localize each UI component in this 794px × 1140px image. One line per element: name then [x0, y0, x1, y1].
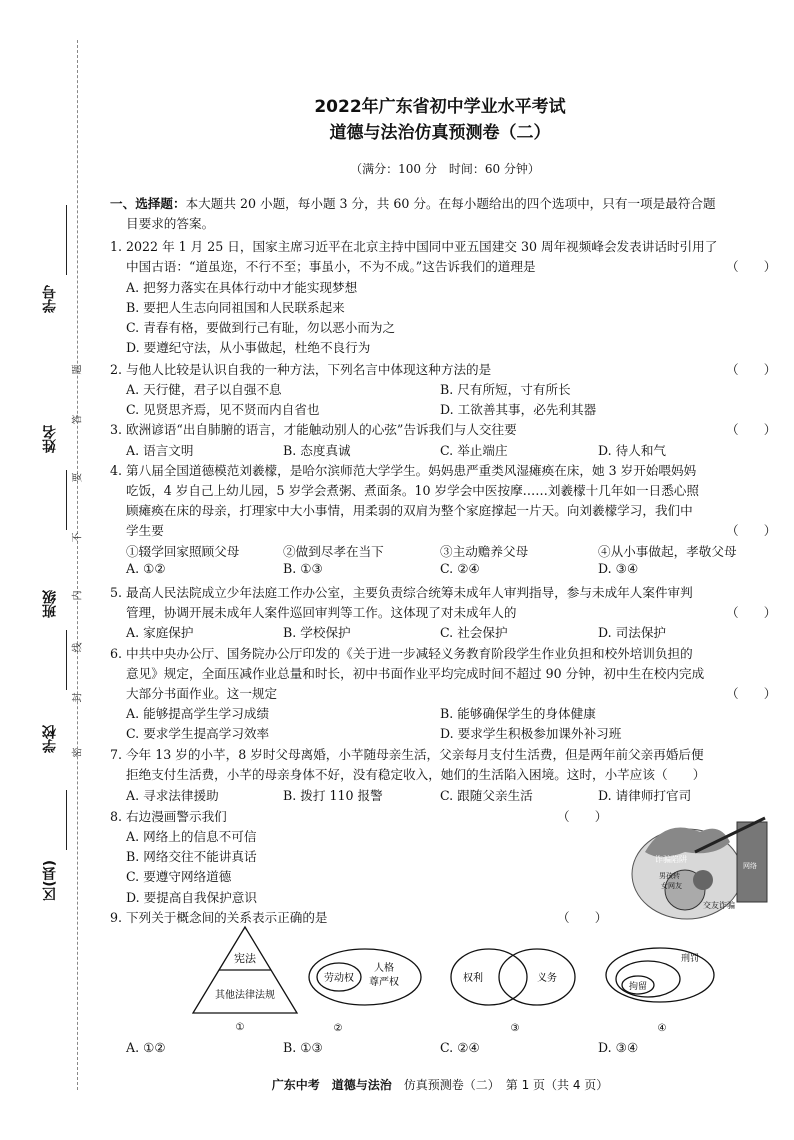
seal-char: 封: [72, 692, 84, 703]
seal-char: 答: [72, 414, 84, 425]
question-stem: 6. 中共中央办公厅、国务院办公厅印发的《关于进一步减轻义务教育阶段学生作业负担和校外培训负担的: [110, 646, 693, 661]
option: C. 要求学生提高学习效率: [126, 726, 270, 741]
side-label-name: 姓名: [42, 425, 58, 453]
option: B. 要把人生志向同祖国和人民联系起来: [126, 300, 345, 315]
diagram-number: ③: [510, 1023, 520, 1034]
seal-char: 不: [72, 532, 84, 543]
option: D. 要求学生积极参加课外补习班: [440, 726, 622, 741]
option: D. 司法保护: [598, 625, 667, 640]
exam-meta: （满分：100 分 时间：60 分钟）: [350, 162, 540, 176]
option: B. 学校保护: [283, 625, 351, 640]
option: B. 尺有所短，寸有所长: [440, 382, 571, 397]
question-stem: 中国古语：“道虽迩，不行不至；事虽小，不为不成。”这告诉我们的道理是: [126, 259, 536, 274]
diagram-label: 拘留: [628, 982, 648, 992]
option: A. 家庭保护: [126, 625, 194, 640]
side-label-district: 区(县): [42, 860, 58, 901]
option: C. 青春有格，要做到行己有耻，勿以恶小而为之: [126, 320, 396, 335]
comic-text: 诈骗陷阱: [655, 855, 687, 864]
question-stem: 顾瘫痪在床的母亲，打理家中大小事情，用柔弱的双肩为整个家庭撑起一片天。向刘羲檬学习，我们中: [126, 503, 693, 518]
diagram-label: 劳动权: [324, 973, 354, 984]
option: C. 社会保护: [440, 625, 508, 640]
answer-blank: （ ）: [726, 259, 777, 274]
diagram-label: 尊严权: [369, 977, 399, 988]
option: C. ②④: [440, 561, 480, 576]
student-id-line: [66, 205, 67, 275]
option: A. ①②: [126, 561, 166, 576]
statement-item: ①辍学回家照顾父母: [126, 544, 240, 559]
answer-blank: （ ）: [726, 422, 777, 437]
diagram-3-venn: [445, 945, 595, 1035]
footer-right: 仿真预测卷（二） 第 1 页（共 4 页）: [403, 1078, 609, 1092]
question-stem: 大部分书面作业。这一规定: [126, 686, 278, 701]
diagram-4-ellipses: [600, 945, 720, 1035]
cartoon-illustration: [625, 812, 775, 922]
comic-text: 交友诈骗: [703, 901, 735, 910]
option: A. 语言文明: [126, 443, 194, 458]
answer-blank: （ ）: [726, 523, 777, 538]
school-line: [66, 790, 67, 850]
answer-blank: （ ）: [557, 910, 608, 925]
section-intro-text: 本大题共 20 小题，每小题 3 分，共 60 分。在每小题给出的四个选项中，只有一项是最符合题: [185, 196, 716, 211]
diagram-label: 权利: [463, 973, 483, 984]
comic-text: 女网友: [661, 882, 682, 890]
name-line: [66, 470, 67, 530]
question-stem: 3. 欧洲谚语“出自肺腑的语言，才能触动别人的心弦”告诉我们与人交往要: [110, 422, 517, 437]
diagram-label: 义务: [537, 973, 557, 984]
diagram-label: 其他法律法规: [215, 990, 275, 1001]
option: C. 跟随父亲生活: [440, 788, 533, 803]
question-stem: 吃饭，4 岁自己上幼儿园，5 岁学会煮粥、煮面条。10 岁学会中医按摩……刘羲檬十几年如一日悉心照: [126, 483, 699, 498]
option: D. ③④: [598, 1040, 639, 1055]
option: C. 举止端庄: [440, 443, 508, 458]
question-stem: 4. 第八届全国道德模范刘羲檬，是哈尔滨师范大学学生。妈妈患严重类风湿瘫痪在床，她 3 岁开始喂妈妈: [110, 463, 697, 478]
question-stem: 意见》规定，全面压减作业总量和时长，初中书面作业平均完成时间不超过 90 分钟，初中生在校内完成: [126, 666, 705, 681]
option: B. 态度真诚: [283, 443, 351, 458]
option: D. 请律师打官司: [598, 788, 692, 803]
diagram-1-triangle: [190, 925, 300, 1035]
statement-item: ②做到尽孝在当下: [283, 544, 384, 559]
question-stem: 管理，协调开展未成年人案件巡回审判等工作。这体现了对未成年人的: [126, 605, 517, 620]
binding-dashed-line: [77, 40, 78, 1090]
option: D. 要遵纪守法，从小事做起，杜绝不良行为: [126, 340, 371, 355]
option: A. 能够提高学生学习成绩: [126, 706, 270, 721]
question-stem: 1. 2022 年 1 月 25 日，国家主席习近平在北京主持中国同中亚五国建交 30 周年视频峰会发表讲话时引用了: [110, 239, 718, 254]
side-label-class: 班级: [42, 590, 58, 618]
question-stem: 2. 与他人比较是认识自我的一种方法，下列名言中体现这种方法的是: [110, 362, 492, 377]
option: D. 工欲善其事，必先利其器: [440, 402, 597, 417]
option: A. 天行健，君子以自强不息: [126, 382, 282, 397]
seal-char: 要: [72, 472, 84, 483]
option: B. 能够确保学生的身体健康: [440, 706, 596, 721]
option: C. 见贤思齐焉，见不贤而内自省也: [126, 402, 320, 417]
question-stem: 8. 右边漫画警示我们: [110, 809, 227, 824]
side-label-student-id: 学号: [42, 285, 58, 313]
section-title: 一、选择题：: [110, 196, 186, 211]
section-intro: [110, 193, 716, 212]
diagram-number: ②: [333, 1023, 343, 1034]
question-stem: 学生要: [126, 523, 164, 538]
statement-item: ③主动赡养父母: [440, 544, 529, 559]
diagram-number: ①: [235, 1022, 245, 1033]
exam-subtitle: 道德与法治仿真预测卷（二）: [329, 123, 551, 143]
option: C. ②④: [440, 1040, 480, 1055]
seal-char: 密: [72, 747, 84, 758]
option: D. ③④: [598, 561, 639, 576]
statement-item: ④从小事做起，孝敬父母: [598, 544, 737, 559]
answer-blank: （ ）: [726, 605, 777, 620]
option: D. 要提高自我保护意识: [126, 890, 257, 905]
option: A. 把努力落实在具体行动中才能实现梦想: [126, 280, 358, 295]
diagram-label: 宪法: [234, 952, 256, 965]
seal-char: 内: [72, 590, 84, 601]
diagram-label: 刑罚: [680, 954, 700, 964]
question-stem: 5. 最高人民法院成立少年法庭工作办公室，主要负责综合统筹未成年人审判指导，参与未成年人案件审判: [110, 585, 693, 600]
option: A. ①②: [126, 1040, 166, 1055]
page-footer: [0, 1076, 794, 1093]
option: A. 寻求法律援助: [126, 788, 219, 803]
section-intro-2: 目要求的答案。: [126, 216, 215, 231]
option: B. ①③: [283, 1040, 323, 1055]
question-stem: 拒绝支付生活费，小芊的母亲身体不好，没有稳定收入，她们的生活陷入困境。这时，小芊应该（ ）: [126, 767, 706, 782]
seal-char: 题: [72, 364, 84, 375]
comic-text: 男孩转: [659, 872, 680, 880]
exam-title: 2022年广东省初中学业水平考试: [314, 97, 566, 117]
answer-blank: （ ）: [726, 362, 777, 377]
option: A. 网络上的信息不可信: [126, 829, 257, 844]
option: C. 要遵守网络道德: [126, 869, 232, 884]
question-stem: 7. 今年 13 岁的小芊，8 岁时父母离婚，小芊随母亲生活，父亲每月支付生活费，但是两年前父亲再婚后便: [110, 747, 704, 762]
diagram-label: 人格: [374, 963, 394, 974]
answer-blank: （ ）: [726, 686, 777, 701]
side-label-school: 学校: [42, 725, 58, 753]
option: B. 拨打 110 报警: [283, 788, 383, 803]
diagram-2-ellipses: [305, 945, 425, 1035]
option: B. ①③: [283, 561, 323, 576]
question-stem: 9. 下列关于概念间的关系表示正确的是: [110, 910, 328, 925]
diagram-number: ④: [657, 1023, 667, 1034]
seal-char: 线: [72, 642, 84, 653]
option: B. 网络交往不能讲真话: [126, 849, 257, 864]
comic-text: 网络: [743, 862, 757, 870]
footer-left: 广东中考 道德与法治: [271, 1078, 392, 1092]
option: D. 待人和气: [598, 443, 667, 458]
answer-blank: （ ）: [557, 809, 608, 824]
class-line: [66, 630, 67, 690]
